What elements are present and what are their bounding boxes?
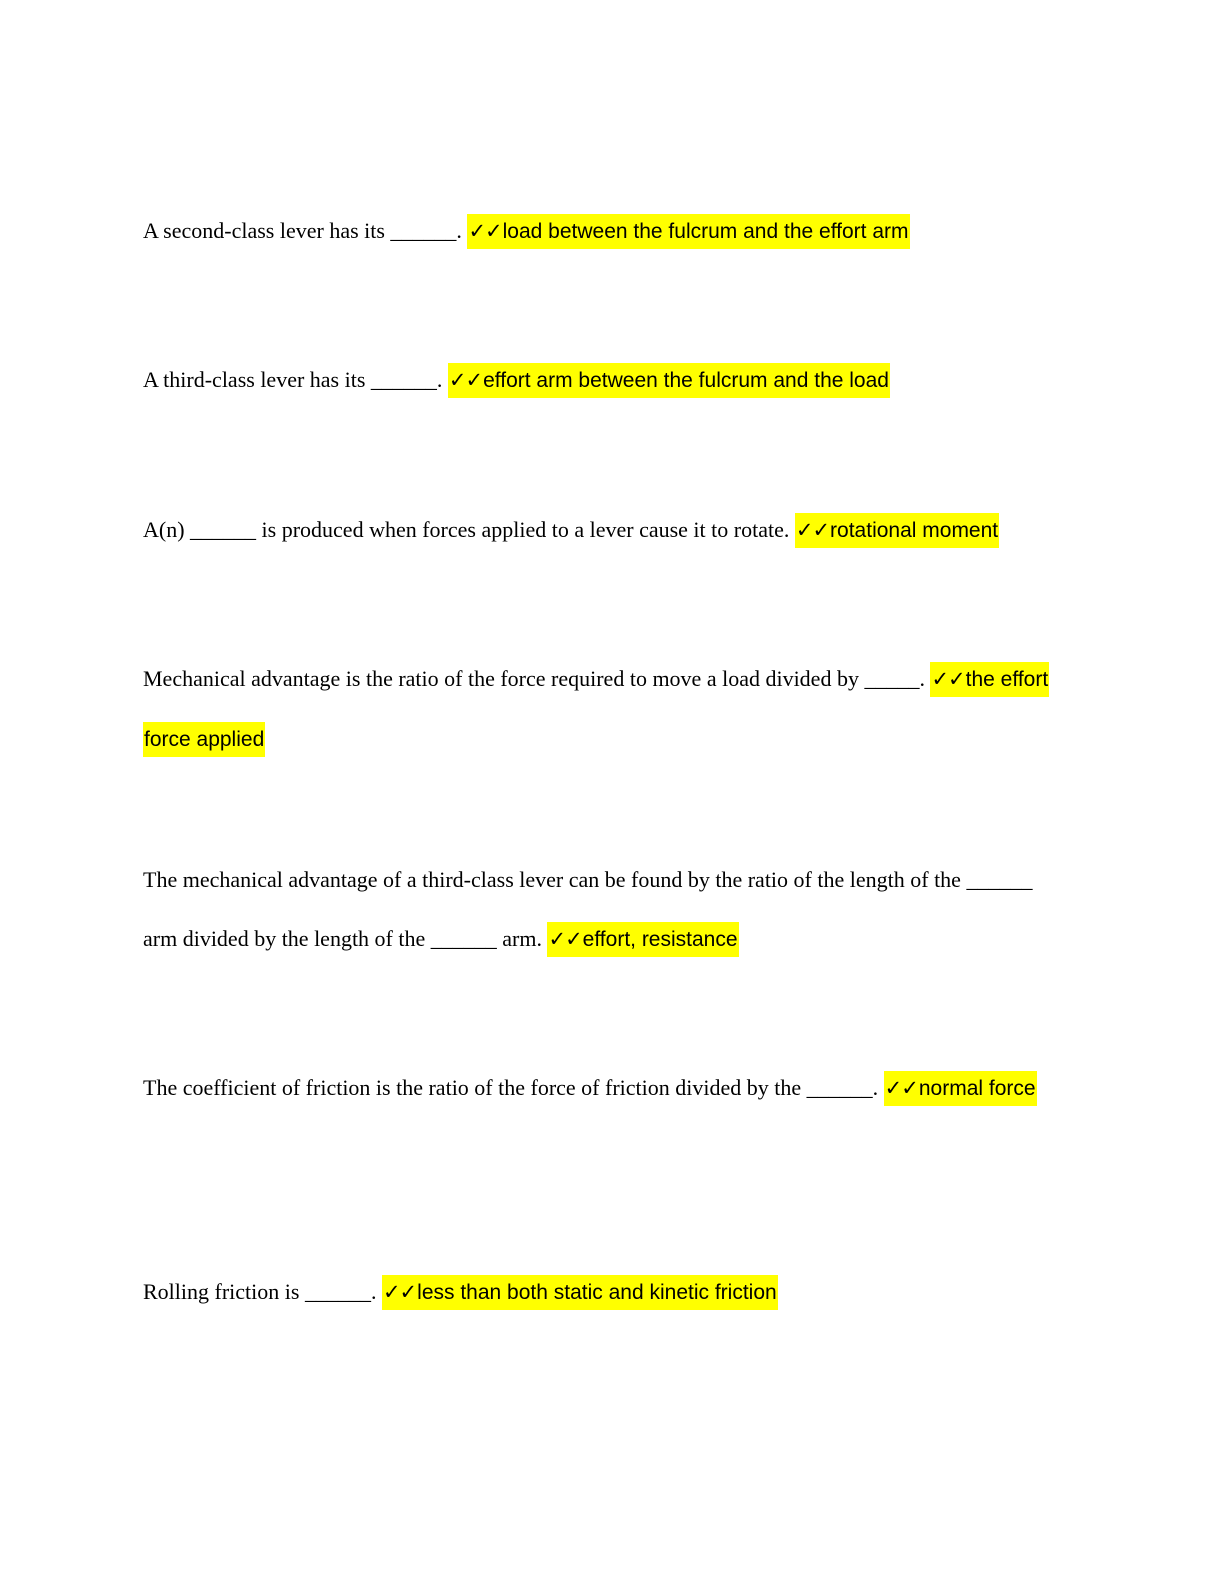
answer-text: the effort force applied (144, 668, 1049, 751)
qa-item-3 (143, 500, 1068, 560)
question-text: A(n) ______ is produced when forces applied to a lever cause it to rotate. (143, 517, 790, 542)
question-text: Rolling friction is ______. (143, 1279, 377, 1304)
answer-text: load between the fulcrum and the effort arm (502, 220, 909, 243)
answer-text: less than both static and kinetic friction (417, 1281, 777, 1304)
double-check-icon: ✓✓ (548, 927, 582, 951)
double-check-icon: ✓✓ (931, 667, 965, 691)
double-check-icon: ✓✓ (468, 219, 502, 243)
answer-highlight (382, 1275, 778, 1310)
question-text: A third-class lever has its ______. (143, 367, 443, 392)
question-text: The coefficient of friction is the ratio of the force of friction divided by the ______. (143, 1075, 879, 1100)
answer-highlight (547, 922, 738, 957)
qa-item-6 (143, 1058, 1068, 1118)
double-check-icon: ✓✓ (448, 368, 483, 392)
answer-highlight (467, 214, 909, 249)
question-text: A second-class lever has its ______. (143, 218, 462, 243)
double-check-icon: ✓✓ (795, 518, 830, 542)
answer-text: rotational moment (830, 519, 999, 542)
answer-highlight (795, 513, 999, 548)
question-text: Mechanical advantage is the ratio of the force required to move a load divided by _____. (143, 666, 925, 691)
qa-item-2 (143, 350, 1068, 410)
question-text: The mechanical advantage of a third-class lever can be found by the ratio of the length of the ______ arm divided by the length of the ______ arm. (143, 867, 1033, 951)
answer-highlight (448, 363, 890, 398)
answer-text: effort arm between the fulcrum and the load (483, 369, 889, 392)
qa-item-7 (143, 1262, 1068, 1322)
double-check-icon: ✓✓ (382, 1280, 417, 1304)
qa-item-4 (143, 649, 1068, 769)
answer-text: effort, resistance (582, 928, 738, 951)
qa-item-5 (143, 850, 1068, 969)
qa-item-1 (143, 201, 1068, 261)
answer-text: normal force (918, 1077, 1036, 1100)
double-check-icon: ✓✓ (884, 1076, 918, 1100)
answer-highlight (884, 1071, 1037, 1106)
